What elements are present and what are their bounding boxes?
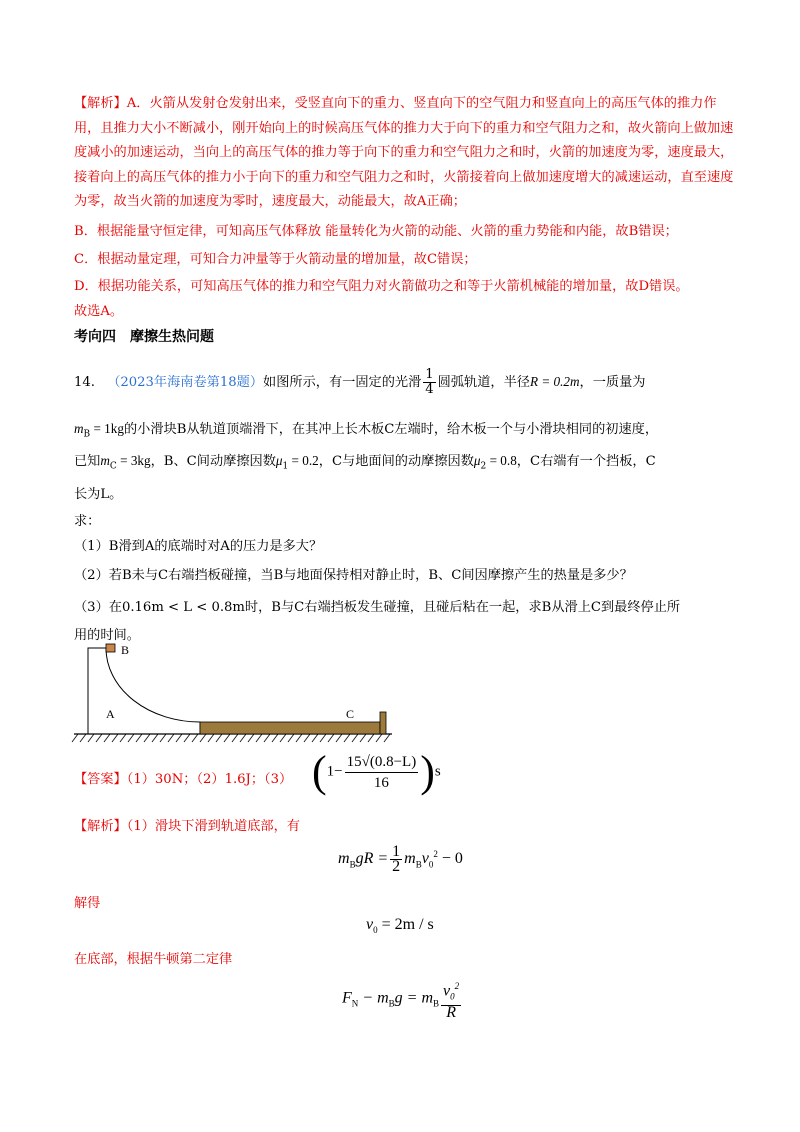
mu2-subscript: 2	[480, 461, 487, 472]
solution-label: 【解析】	[74, 819, 127, 834]
analysis-d-text: D．根据功能关系，可知高压气体的推力和空气阻力对火箭做功之和等于火箭机械能的增加量，故D错误。	[74, 279, 689, 294]
mass-c-subscript: C	[109, 461, 117, 472]
answer-text: （1）30N；（2）1.6J；（3）	[126, 772, 293, 787]
question-line-1	[74, 368, 645, 397]
equation-newton: $F_N - m_Bg = m_B$ $\frac{v_0^2}{R}$	[342, 978, 463, 1020]
analysis-label: 【解析】	[74, 96, 127, 111]
answer-expression	[312, 747, 441, 796]
solution-step-1: （1）滑块下滑到轨道底部，有	[126, 819, 300, 834]
solution-line-1	[74, 815, 300, 834]
answer-fraction: $\frac{15√(0.8-L)}{16}$	[346, 753, 417, 791]
mass-b-subscript: B	[83, 429, 91, 440]
answer-line	[74, 768, 292, 787]
right-paren: )	[420, 747, 435, 796]
question-text: 如图所示，有一固定的光滑	[263, 375, 422, 390]
half-fraction: $\frac{1}{2}$	[392, 843, 401, 875]
question-text: 圆弧轨道，半径	[437, 375, 530, 390]
label-c: C	[346, 707, 355, 721]
question-source: （2023年海南卷第18题）	[107, 375, 264, 390]
analysis-b-text: B．根据能量守恒定律，可知高压气体释放 能量转化为火箭的动能、火箭的重力势能和内能，故B错误；	[74, 224, 678, 239]
answer-unit: s	[434, 763, 441, 780]
question-text: ，B、C间动摩擦因数	[150, 454, 276, 469]
mass-c-symbol: m	[100, 453, 110, 468]
question-ask: 求：	[74, 514, 101, 529]
track-diagram	[70, 642, 400, 748]
question-part-1: （1）B滑到A的底端时对A的压力是多大？	[74, 539, 323, 554]
section-title: 考向四 摩擦生热问题	[74, 329, 214, 345]
slider-b	[106, 644, 115, 652]
answer-one-minus: 1−	[326, 763, 343, 780]
analysis-c-text: C．根据动量定理，可知合力冲量等于火箭动量的增加量，故C错误；	[74, 252, 477, 267]
board-c-stopper	[380, 712, 386, 734]
question-line-2	[74, 418, 658, 440]
solution-step-2: 在底部，根据牛顿第二定律	[74, 952, 233, 967]
radius-value: R = 0.2m	[529, 374, 580, 389]
answer-label: 【答案】	[74, 772, 127, 787]
quarter-fraction: $\frac{1}{4}$	[425, 367, 434, 397]
solution-solve: 解得	[74, 896, 101, 911]
mass-b-value: = 1kg	[90, 421, 124, 436]
question-text: ，C右端有一个挡板，C	[516, 454, 656, 469]
question-line-4: 长为L。	[74, 487, 123, 502]
analysis-a-text: A．火箭从发射仓发射出来，受竖直向下的重力、竖直向下的空气阻力和竖直向上的高压气体的推力作用，且推力大小不断减小，刚开始向上的时候高压气体的推力大于向下的重力和空气阻力之和，故火箭向上做加速度减小的加速运动，当向上的高压气体的推力等于向下的重力和空气阻力之和时，火箭的加速度为零，速度最大，接着向上的高压气体的推力小于向下的重力和空气阻力之和时，火箭接着向上做加速度增大的减速运动，直至速度为零，故当火箭的加速度为零时，速度最大，动能最大，故A正确；	[74, 96, 734, 209]
question-number: 14.	[74, 375, 95, 390]
question-text: ，一质量为	[579, 375, 646, 390]
mu1-value: = 0.2	[288, 453, 319, 468]
left-paren: (	[312, 747, 327, 796]
analysis-choice: 故选A。	[74, 304, 124, 319]
question-text: 已知	[74, 454, 101, 469]
label-a: A	[106, 707, 115, 721]
v-squared-over-r: $\frac{v_0^2}{R}$	[441, 978, 461, 1020]
question-text: ，C与地面间的动摩擦因数	[318, 454, 474, 469]
question-part-3b: 用的时间。	[74, 628, 140, 643]
block-a-outline	[88, 648, 200, 734]
question-part-3a: （3）在0.16m < L < 0.8m时，B与C右端挡板发生碰撞，且碰后粘在一起，求B从滑上C到最终停止所	[74, 600, 681, 615]
mass-c-value: = 3kg	[116, 453, 151, 468]
equation-energy: $m_BgR$ = $\frac{1}{2}$ $m_Bv_0^2 - 0$	[338, 843, 463, 875]
mu2-value: = 0.8	[486, 453, 517, 468]
question-line-3	[74, 450, 656, 472]
ground-hatching	[72, 734, 390, 742]
mass-b-symbol: m	[74, 421, 84, 436]
mu1-subscript: 1	[282, 461, 289, 472]
question-text: 的小滑块B从轨道顶端滑下，在其冲上长木板C左端时，给木板一个与小滑块相同的初速度，	[123, 422, 659, 437]
board-c	[200, 722, 380, 734]
mu1-symbol: μ	[275, 453, 283, 468]
equation-velocity: $v_0 = 2m / s$	[366, 916, 434, 936]
mu2-symbol: μ	[473, 453, 481, 468]
label-b: B	[121, 643, 130, 657]
analysis-paragraph-a	[74, 92, 734, 215]
question-part-2: （2）若B未与C右端挡板碰撞，当B与地面保持相对静止时，B、C间因摩擦产生的热量是多少？	[74, 568, 633, 583]
